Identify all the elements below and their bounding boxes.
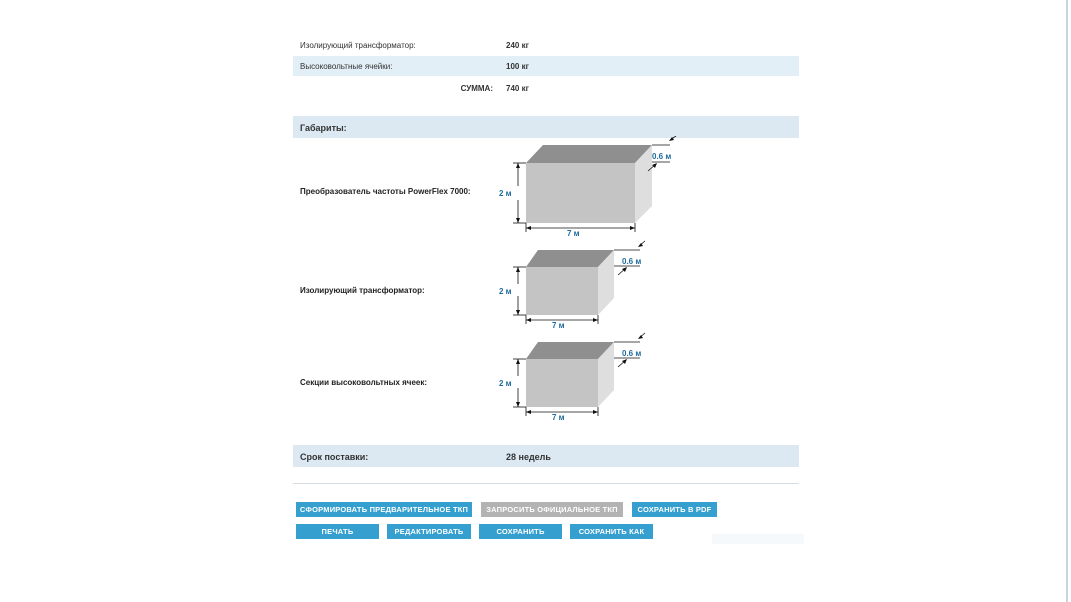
delivery-value: 28 недель — [506, 452, 551, 462]
divider — [293, 483, 799, 484]
dimension-item-label: Секции высоковольтных ячеек: — [300, 378, 428, 387]
save-button[interactable]: СОХРАНИТЬ — [479, 524, 562, 539]
width-label: 7 м — [567, 229, 580, 238]
weight-label: Изолирующий трансформатор: — [300, 41, 416, 50]
weight-row — [293, 34, 799, 56]
save-pdf-button[interactable]: СОХРАНИТЬ В PDF — [632, 502, 717, 517]
sum-row — [293, 78, 799, 98]
request-official-quote-button[interactable]: ЗАПРОСИТЬ ОФИЦИАЛЬНОЕ ТКП — [481, 502, 623, 517]
box-diagram — [498, 330, 668, 426]
height-label: 2 м — [499, 287, 512, 296]
weight-value: 100 кг — [506, 62, 529, 71]
height-label: 2 м — [499, 189, 512, 198]
depth-label: 0.6 м — [652, 152, 672, 161]
sum-value: 740 кг — [506, 84, 529, 93]
window-edge — [1066, 0, 1068, 602]
save-as-button[interactable]: СОХРАНИТЬ КАК — [570, 524, 653, 539]
width-label: 7 м — [552, 413, 565, 422]
edit-button[interactable]: РЕДАКТИРОВАТЬ — [387, 524, 471, 539]
height-label: 2 м — [499, 379, 512, 388]
dimension-item-label: Преобразователь частоты PowerFlex 7000: — [300, 187, 471, 196]
faint-panel — [712, 534, 804, 544]
depth-label: 0.6 м — [622, 257, 642, 266]
width-label: 7 м — [552, 321, 565, 330]
dimension-item-label: Изолирующий трансформатор: — [300, 286, 425, 295]
box-diagram — [498, 136, 698, 240]
delivery-row — [293, 445, 799, 467]
print-button[interactable]: ПЕЧАТЬ — [296, 524, 379, 539]
generate-prelim-quote-button[interactable]: СФОРМИРОВАТЬ ПРЕДВАРИТЕЛЬНОЕ ТКП — [296, 502, 472, 517]
dimensions-title: Габариты: — [300, 123, 347, 133]
delivery-label: Срок поставки: — [300, 452, 369, 462]
dimensions-header — [293, 116, 799, 138]
weight-value: 240 кг — [506, 41, 529, 50]
weight-row — [293, 56, 799, 76]
depth-label: 0.6 м — [622, 349, 642, 358]
box-diagram — [498, 238, 668, 334]
weight-label: Высоковольтные ячейки: — [300, 62, 393, 71]
sum-label: СУММА: — [460, 84, 493, 93]
